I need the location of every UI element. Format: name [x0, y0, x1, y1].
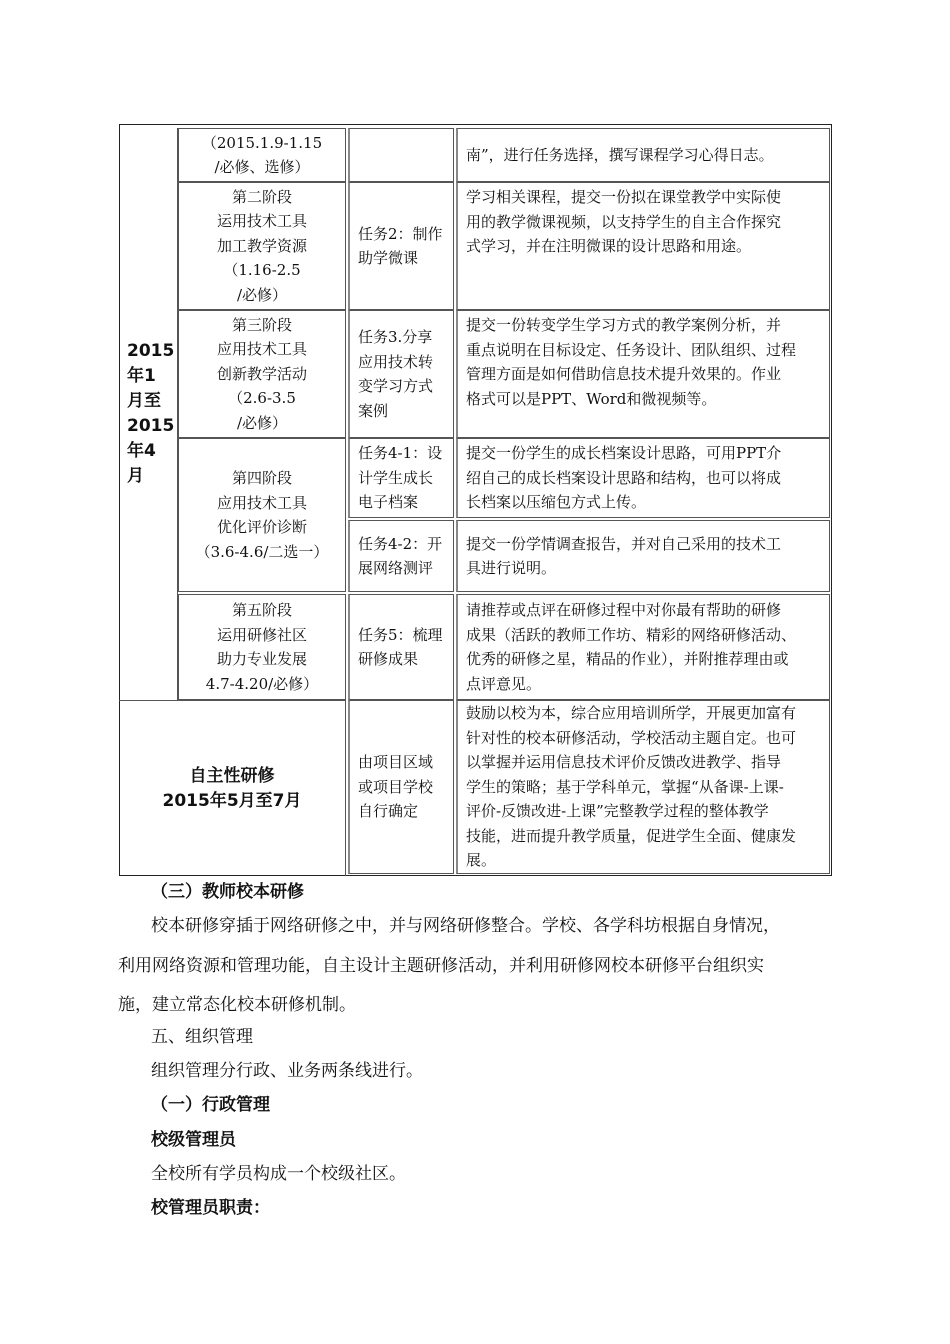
cell-line: 2015年5月至7月: [162, 790, 302, 811]
paragraph-3: 全校所有学员构成一个校级社区。: [151, 1164, 406, 1184]
cell-line: 格式可以是PPT、Word和微视频等。: [466, 389, 717, 408]
cell-line: 提交一份学生的成长档案设计思路，可用PPT介: [466, 444, 782, 462]
cell-line: 针对性的校本研修活动，学校活动主题自定。也可: [466, 728, 797, 747]
cell-line: 鼓励以校为本，综合应用培训所学，开展更加富有: [466, 704, 797, 723]
cell-line: 创新教学活动: [216, 364, 307, 383]
cell-line: 第二阶段: [231, 187, 292, 206]
cell-lines: [217, 313, 307, 436]
period-line: 2015: [127, 416, 175, 436]
cell-line: 应用技术转: [358, 352, 434, 371]
desc-cell-4: [456, 520, 830, 592]
paragraph-1-line-1: 校本研修穿插于网络研修之中，并与网络研修整合。学校、各学科坊根据自身情况，: [151, 916, 780, 936]
cell-line: 技能，进而提升教学质量，促进学生全面、健康发: [466, 826, 797, 845]
cell-line: 提交一份转变学生学习方式的教学案例分析，并: [466, 316, 782, 334]
cell-line: 管理方面是如何借助信息技术提升效果的。作业: [466, 365, 782, 383]
desc-cell-5: [456, 594, 830, 700]
cell-line: （2.6-3.5: [228, 389, 296, 408]
cell-lines: [358, 623, 443, 672]
cell-line: 请推荐或点评在研修过程中对你最有帮助的研修: [466, 601, 782, 619]
cell-lines: [466, 441, 821, 515]
cell-lines: [358, 325, 433, 423]
cell-line: 第四阶段: [231, 469, 292, 487]
cell-lines: [358, 532, 442, 581]
cell-line: 优秀的研修之星，精品的作业），并附推荐理由或: [466, 650, 789, 668]
cell-line: 成果（活跃的教师工作坊、精彩的网络研修活动、: [466, 625, 797, 644]
cell-line: 学生的策略；基于学科单元，掌握“从备课-上课-: [466, 777, 784, 796]
stage-cell-0: [178, 128, 346, 182]
period-text: [127, 339, 175, 489]
cell-line: /必修）: [236, 285, 288, 304]
cell-lines: [466, 313, 821, 411]
cell-line: 评价-反馈改进-上课”完整教学过程的整体教学: [466, 802, 769, 821]
section-heading-3: （三）教师校本研修: [151, 882, 304, 902]
cell-line: 展。: [466, 851, 497, 870]
task-cell-5: [348, 594, 454, 700]
cell-lines: [466, 532, 781, 581]
subheading-duty: 校管理员职责：: [151, 1198, 270, 1218]
stage-cell-3: [178, 438, 346, 592]
period-line: 月: [127, 466, 144, 486]
cell-line: 提交一份学情调查报告，并对自己采用的技术工: [466, 534, 782, 553]
subheading-admin: （一）行政管理: [151, 1095, 270, 1115]
cell-line: 助学微课: [358, 249, 419, 267]
task-cell-4: [348, 520, 454, 592]
cell-line: 4.7-4.20/必修）: [205, 674, 319, 693]
cell-line: 学习相关课程，提交一份拟在课堂教学中实际使: [466, 188, 782, 206]
cell-lines: [358, 441, 445, 515]
cell-line: 研修成果: [358, 650, 419, 668]
task-cell-1: [348, 182, 454, 310]
cell-lines: [358, 750, 433, 824]
cell-line: 应用技术工具: [216, 340, 307, 359]
cell-line: 由项目区域: [358, 753, 434, 772]
stage-cell-1: [178, 182, 346, 310]
task-cell-3: [348, 438, 454, 518]
cell-line: 展网络测评: [358, 559, 434, 577]
cell-line: 运用研修社区: [216, 625, 307, 644]
cell-line: 式学习，并在注明微课的设计思路和用途。: [466, 237, 752, 255]
period-line: 年1: [127, 366, 156, 386]
cell-line: 长档案以压缩包方式上传。: [466, 493, 647, 511]
cell-line: 具进行说明。: [466, 559, 557, 577]
period-line: 月至: [127, 391, 161, 411]
desc-cell-0: [456, 128, 830, 182]
cell-lines: [466, 143, 774, 168]
cell-line: 任务2：制作: [358, 224, 443, 243]
period-line: 2015: [127, 341, 175, 361]
cell-line: 任务4-1：设: [358, 444, 443, 462]
cell-lines: [217, 185, 307, 308]
cell-lines: [358, 222, 443, 271]
cell-line: 运用技术工具: [216, 212, 307, 231]
cell-line: 优化评价诊断: [216, 518, 307, 536]
cell-line: 助力专业发展: [216, 650, 307, 668]
self-study-desc-cell: [456, 700, 830, 874]
task-cell-0: [348, 128, 454, 182]
desc-cell-1: [456, 182, 830, 310]
cell-line: 南”，进行任务选择，撰写课程学习心得日志。: [466, 145, 774, 164]
cell-line: 用的教学微课视频，以支持学生的自主合作探究: [466, 212, 782, 231]
cell-lines: [466, 701, 796, 873]
cell-line: 任务5：梳理: [358, 625, 443, 644]
cell-line: 点评意见。: [466, 674, 542, 693]
cell-line: 绍自己的成长档案设计思路和结构，也可以将成: [466, 468, 782, 487]
paragraph-1-line-3: 施，建立常态化校本研修机制。: [118, 995, 356, 1015]
cell-line: （3.6-4.6/二选一）: [195, 542, 329, 561]
cell-line: 案例: [358, 401, 389, 420]
training-schedule-table: [119, 124, 832, 876]
cell-lines: [163, 764, 302, 814]
stage-cell-2: [178, 310, 346, 438]
paragraph-1-line-2: 利用网络资源和管理功能，自主设计主题研修活动，并利用研修网校本研修平台组织实: [118, 956, 764, 976]
self-study-title-cell: [119, 700, 346, 876]
cell-line: /必修）: [236, 413, 288, 432]
cell-line: 以掌握并运用信息技术评价反馈改进教学、指导: [466, 753, 782, 772]
self-study-task-cell: [348, 700, 454, 874]
cell-line: 任务4-2：开: [358, 534, 443, 553]
cell-line: 加工教学资源: [216, 236, 307, 255]
paragraph-2: 组织管理分行政、业务两条线进行。: [151, 1061, 423, 1081]
desc-cell-2: [456, 310, 830, 438]
desc-cell-3: [456, 438, 830, 518]
cell-line: 自行确定: [358, 802, 419, 821]
cell-line: 应用技术工具: [216, 493, 307, 512]
cell-line: 变学习方式: [358, 377, 434, 395]
cell-line: 重点说明在目标设定、任务设计、团队组织、过程: [466, 340, 797, 359]
cell-line: 计学生成长: [358, 468, 434, 487]
cell-line: 或项目学校: [358, 777, 434, 796]
section-heading-5: 五、组织管理: [151, 1027, 253, 1047]
cell-line: /必修、选修）: [214, 158, 310, 176]
cell-line: （2015.1.9-1.15: [201, 133, 323, 152]
cell-line: 任务3.分享: [358, 328, 433, 346]
cell-line: 第三阶段: [231, 315, 292, 334]
cell-line: 自主性研修: [189, 765, 275, 786]
cell-line: 电子档案: [358, 493, 419, 511]
cell-line: （1.16-2.5: [223, 261, 301, 280]
cell-lines: [466, 185, 821, 259]
cell-lines: [202, 131, 322, 180]
cell-line: 第五阶段: [231, 601, 292, 619]
task-cell-2: [348, 310, 454, 438]
period-cell: [119, 128, 178, 700]
cell-lines: [466, 598, 796, 696]
period-line: 年4: [127, 441, 156, 461]
cell-lines: [206, 598, 318, 696]
stage-cell-5: [178, 594, 346, 700]
subheading-school-admin: 校级管理员: [151, 1130, 236, 1150]
cell-lines: [196, 466, 329, 564]
